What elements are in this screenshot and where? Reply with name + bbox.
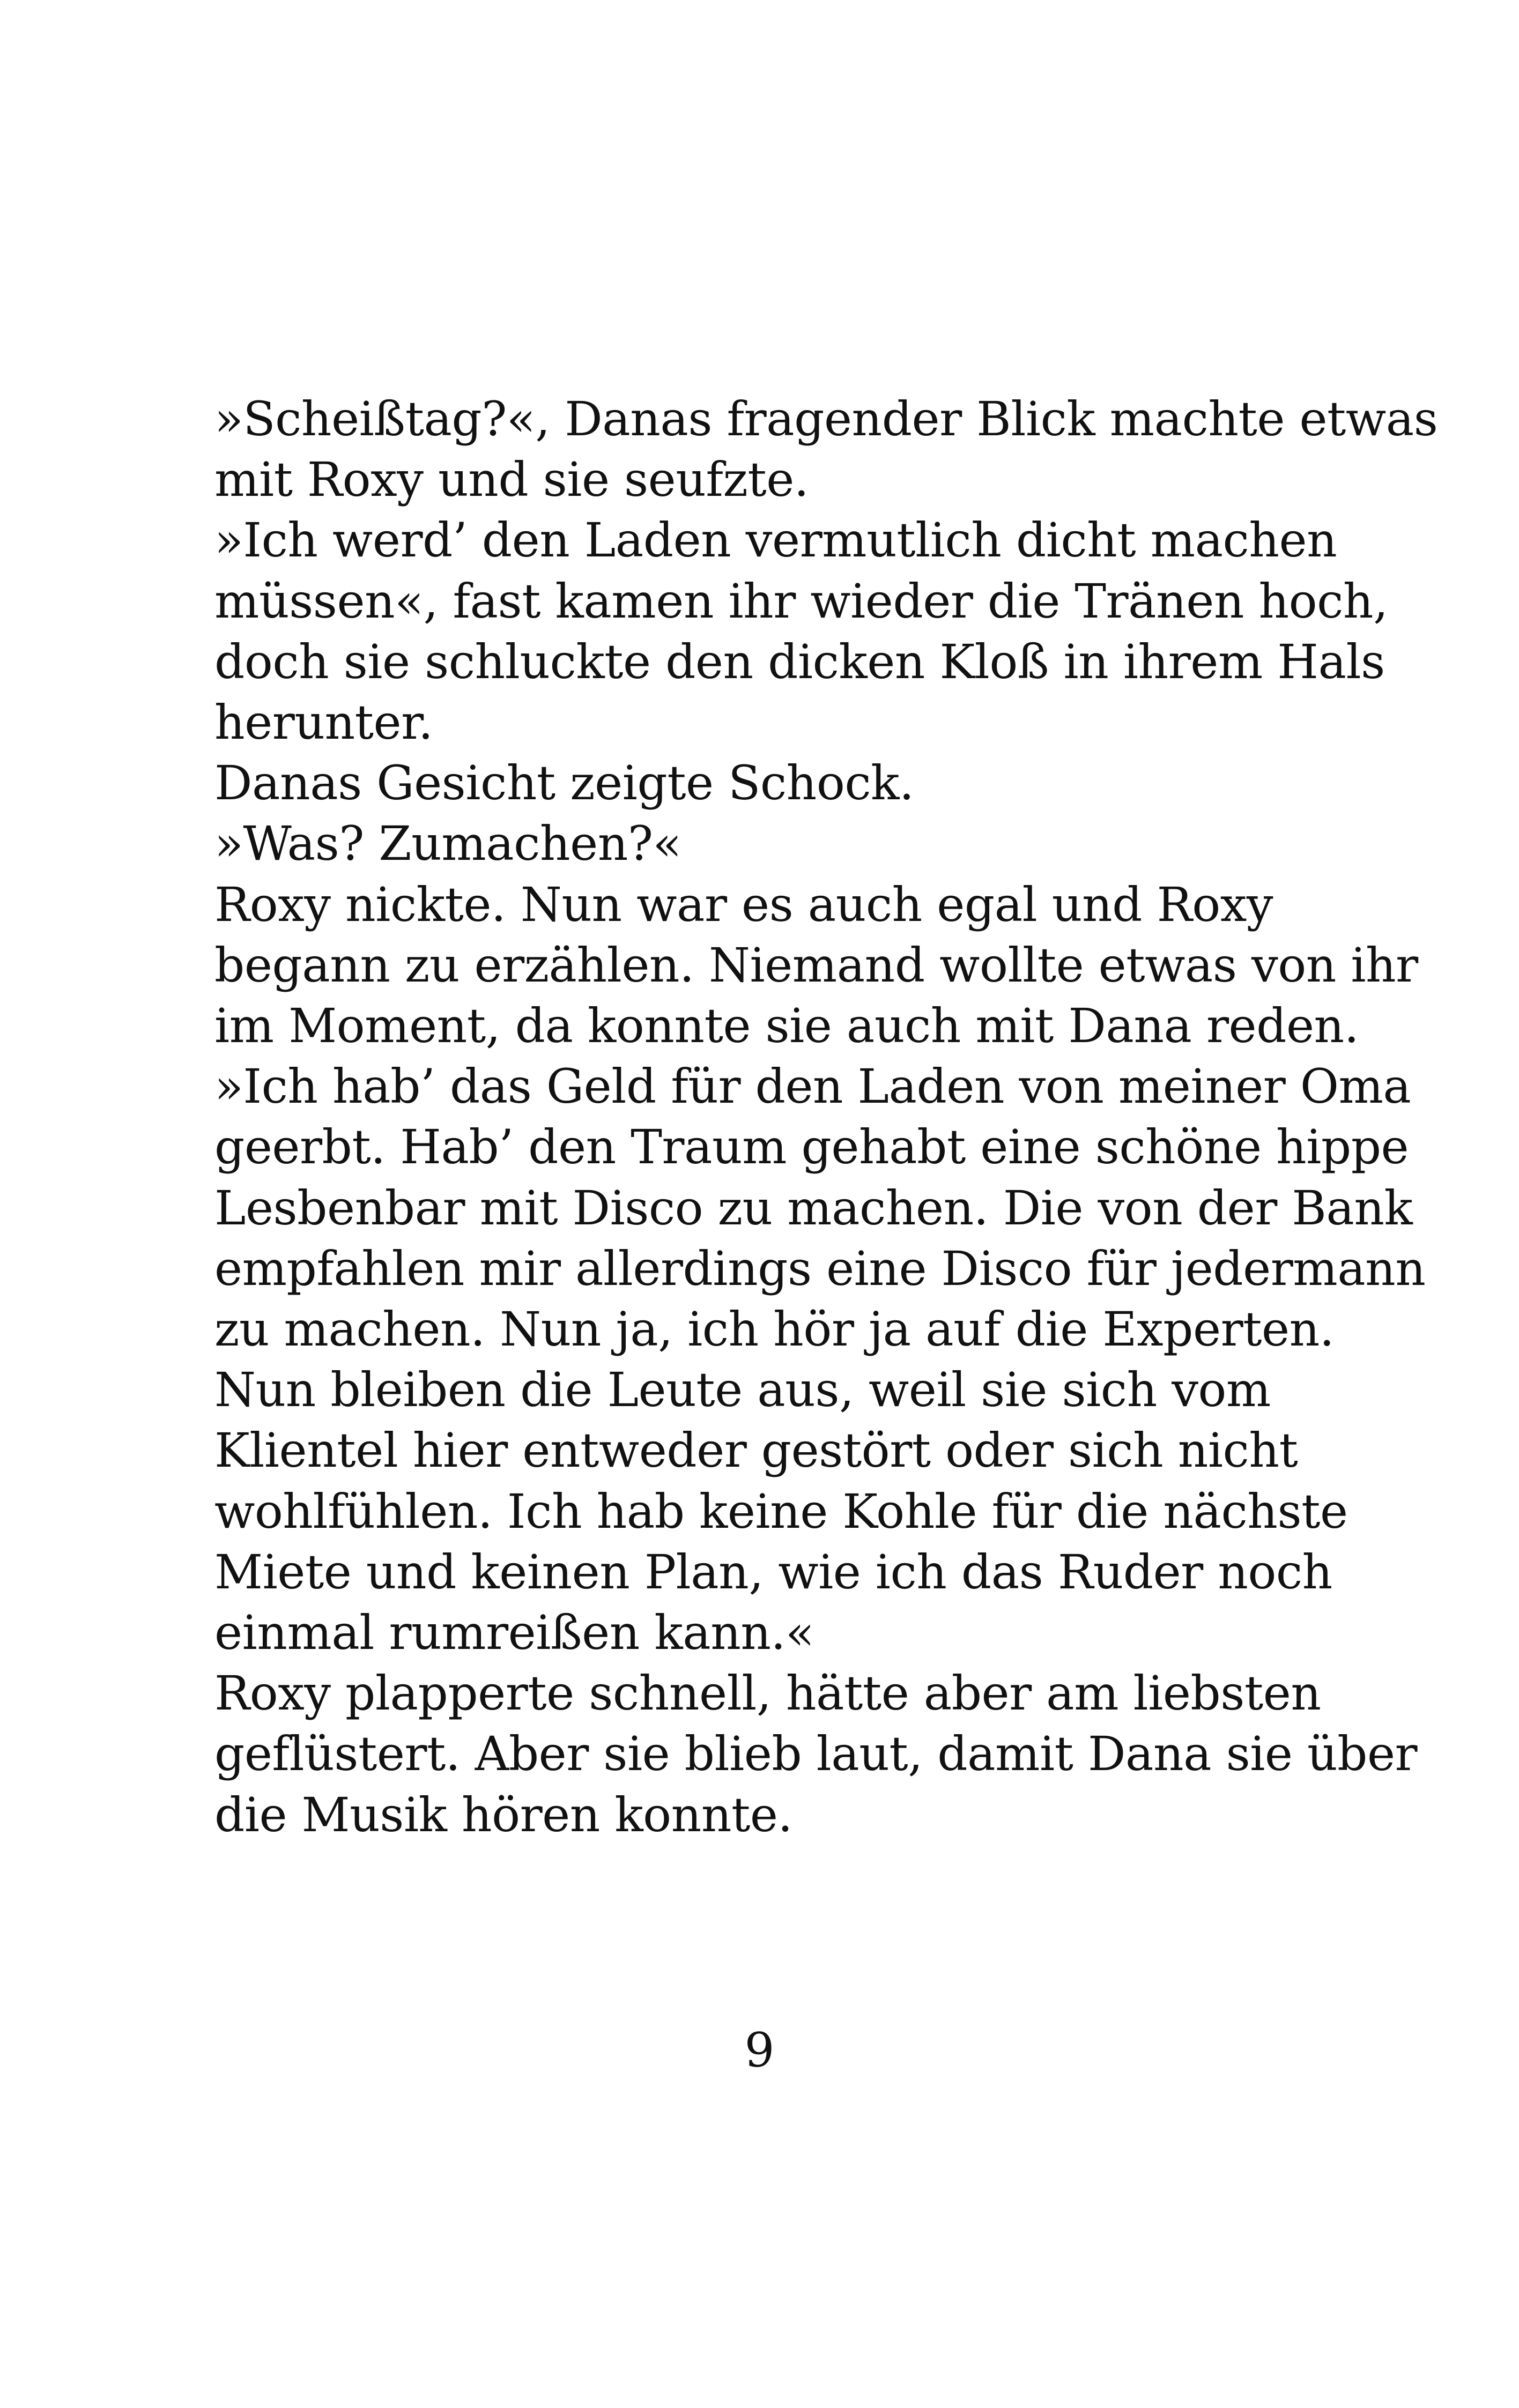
text-line: »Ich hab’ das Geld für den Laden von meiner Oma (214, 1059, 1411, 1114)
text-line: doch sie schluckte den dicken Kloß in ihrem Hals (214, 634, 1385, 689)
text-line: Klientel hier entweder gestört oder sich nicht (214, 1423, 1298, 1478)
text-line: Roxy nickte. Nun war es auch egal und Roxy (214, 876, 1273, 932)
text-line: im Moment, da konnte sie auch mit Dana reden. (214, 998, 1359, 1054)
text-line: die Musik hören konnte. (214, 1787, 792, 1842)
text-line: empfahlen mir allerdings eine Disco für jedermann (214, 1240, 1426, 1296)
text-line: herunter. (214, 695, 433, 750)
text-line: »Ich werd’ den Laden vermutlich dicht machen (214, 512, 1337, 568)
page-number: 9 (744, 2023, 775, 2078)
text-line: müssen«, fast kamen ihr wieder die Tränen hoch, (214, 573, 1388, 629)
text-line: zu machen. Nun ja, ich hör ja auf die Experten. (214, 1302, 1335, 1357)
text-line: Roxy plapperte schnell, hätte aber am liebsten (214, 1666, 1321, 1721)
text-line: geerbt. Hab’ den Traum gehabt eine schöne hippe (214, 1119, 1409, 1175)
text-line: mit Roxy und sie seufzte. (214, 452, 809, 508)
text-line: Danas Gesicht zeigte Schock. (214, 755, 914, 811)
text-line: begann zu erzählen. Niemand wollte etwas von ihr (214, 937, 1418, 993)
body-text (214, 389, 1438, 1845)
text-line: geflüstert. Aber sie blieb laut, damit Dana sie über (214, 1726, 1418, 1782)
text-line: wohlfühlen. Ich hab keine Kohle für die nächste (214, 1483, 1348, 1539)
text-line: einmal rumreißen kann.« (214, 1605, 814, 1661)
text-line: »Was? Zumachen?« (214, 816, 681, 872)
text-line: »Scheißtag?«, Danas fragender Blick machte etwas (214, 391, 1438, 447)
text-line: Nun bleiben die Leute aus, weil sie sich vom (214, 1362, 1271, 1418)
text-line: Miete und keinen Plan, wie ich das Ruder noch (214, 1544, 1332, 1600)
text-line: Lesbenbar mit Disco zu machen. Die von der Bank (214, 1180, 1413, 1236)
